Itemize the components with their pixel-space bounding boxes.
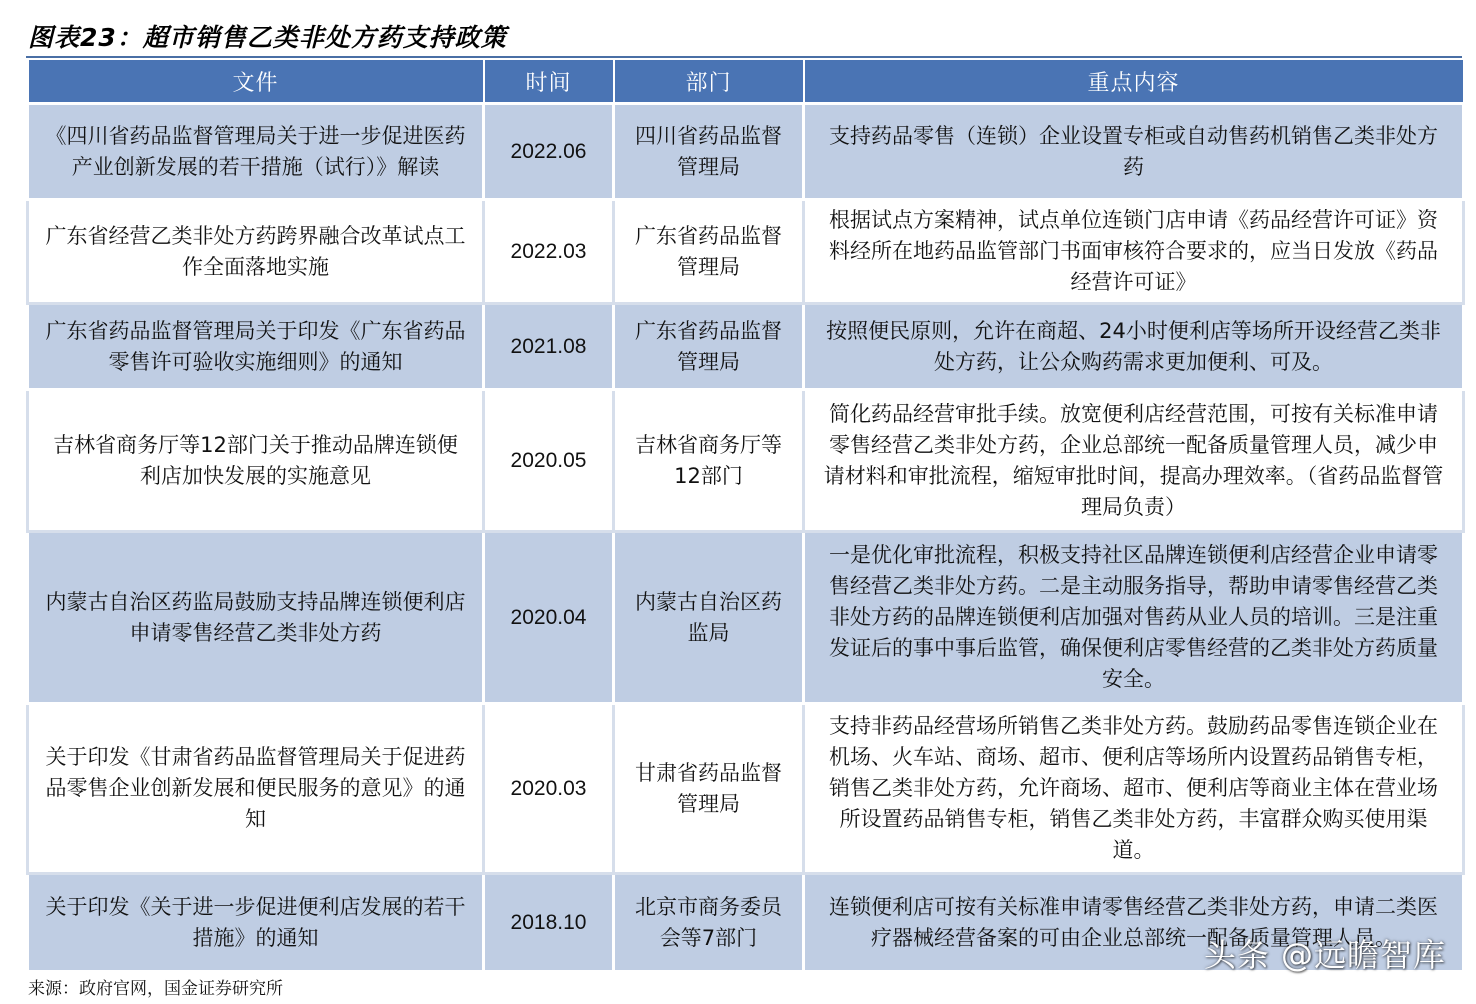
table-row: [28, 390, 1464, 532]
table-row: [28, 532, 1464, 704]
cell-dept: 甘肃省药品监督管理局: [614, 704, 804, 874]
cell-content: 按照便民原则，允许在商超、24小时便利店等场所开设经营乙类非处方药，让公众购药需求更加便利、可及。: [804, 304, 1464, 390]
cell-time: 2020.03: [484, 704, 614, 874]
cell-content: 支持药品零售（连锁）企业设置专柜或自动售药机销售乙类非处方药: [804, 104, 1464, 200]
cell-time: 2022.03: [484, 200, 614, 304]
cell-time: 2018.10: [484, 874, 614, 972]
cell-file: 吉林省商务厅等12部门关于推动品牌连锁便利店加快发展的实施意见: [28, 390, 484, 532]
table-row: [28, 200, 1464, 304]
cell-file: 关于印发《关于进一步促进便利店发展的若干措施》的通知: [28, 874, 484, 972]
cell-file: 广东省药品监督管理局关于印发《广东省药品零售许可验收实施细则》的通知: [28, 304, 484, 390]
header-file: 文件: [28, 60, 484, 104]
header-content: 重点内容: [804, 60, 1464, 104]
cell-dept: 内蒙古自治区药监局: [614, 532, 804, 704]
cell-time: 2020.04: [484, 532, 614, 704]
cell-dept: 广东省药品监督管理局: [614, 304, 804, 390]
cell-content: 简化药品经营审批手续。放宽便利店经营范围，可按有关标准申请零售经营乙类非处方药，企业总部统一配备质量管理人员，减少申请材料和审批流程，缩短审批时间，提高办理效率。（省药品监督管理局负责）: [804, 390, 1464, 532]
cell-dept: 广东省药品监督管理局: [614, 200, 804, 304]
table-header-row: [28, 60, 1464, 104]
table-row: [28, 704, 1464, 874]
cell-time: 2020.05: [484, 390, 614, 532]
policy-table: [26, 60, 1465, 973]
cell-dept: 北京市商务委员会等7部门: [614, 874, 804, 972]
title-rule: [26, 56, 1462, 58]
watermark: 头条 @远瞻智库: [1203, 936, 1446, 974]
cell-file: 内蒙古自治区药监局鼓励支持品牌连锁便利店申请零售经营乙类非处方药: [28, 532, 484, 704]
cell-time: 2022.06: [484, 104, 614, 200]
figure-title: 图表23：超市销售乙类非处方药支持政策: [28, 23, 507, 52]
header-dept: 部门: [614, 60, 804, 104]
cell-file: 广东省经营乙类非处方药跨界融合改革试点工作全面落地实施: [28, 200, 484, 304]
header-time: 时间: [484, 60, 614, 104]
cell-dept: 吉林省商务厅等12部门: [614, 390, 804, 532]
cell-time: 2021.08: [484, 304, 614, 390]
cell-content: 根据试点方案精神，试点单位连锁门店申请《药品经营许可证》资料经所在地药品监管部门书面审核符合要求的，应当日发放《药品经营许可证》: [804, 200, 1464, 304]
cell-content: 连锁便利店可按有关标准申请零售经营乙类非处方药，申请二类医疗器械经营备案的可由企业总部统一配备质量管理人员。: [804, 874, 1464, 972]
source-note: 来源：政府官网，国金证券研究所: [28, 979, 283, 999]
cell-file: 《四川省药品监督管理局关于进一步促进医药产业创新发展的若干措施（试行）》解读: [28, 104, 484, 200]
table-row: [28, 304, 1464, 390]
cell-content: 一是优化审批流程，积极支持社区品牌连锁便利店经营企业申请零售经营乙类非处方药。二是主动服务指导，帮助申请零售经营乙类非处方药的品牌连锁便利店加强对售药从业人员的培训。三是注重发证后的事中事后监管，确保便利店零售经营的乙类非处方药质量安全。: [804, 532, 1464, 704]
cell-file: 关于印发《甘肃省药品监督管理局关于促进药品零售企业创新发展和便民服务的意见》的通知: [28, 704, 484, 874]
cell-content: 支持非药品经营场所销售乙类非处方药。鼓励药品零售连锁企业在机场、火车站、商场、超市、便利店等场所内设置药品销售专柜，销售乙类非处方药，允许商场、超市、便利店等商业主体在营业场所设置药品销售专柜，销售乙类非处方药，丰富群众购买使用渠道。: [804, 704, 1464, 874]
table-row: [28, 104, 1464, 200]
cell-dept: 四川省药品监督管理局: [614, 104, 804, 200]
